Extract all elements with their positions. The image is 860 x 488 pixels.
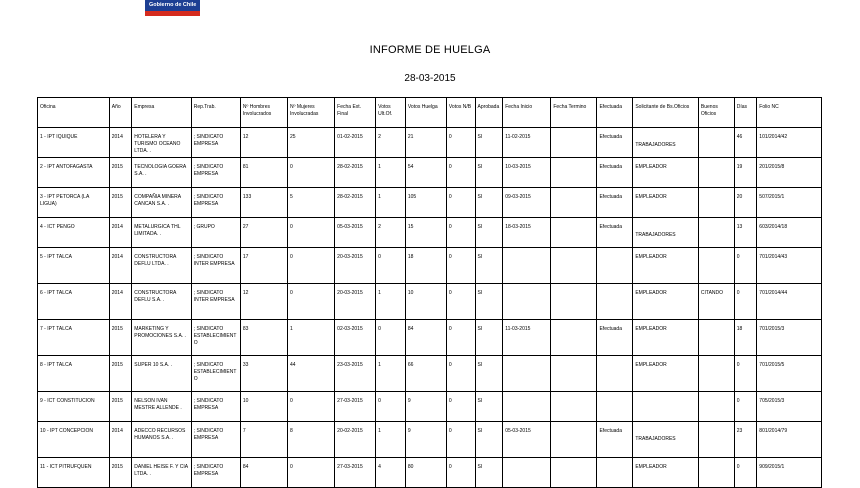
table-row xyxy=(38,458,822,488)
table-cell: 5 - IPT TALCA xyxy=(38,248,110,284)
table-cell: 0 xyxy=(734,392,757,422)
table-cell: 15 xyxy=(405,218,446,248)
table-cell: 2 xyxy=(376,128,406,158)
table-cell xyxy=(551,392,597,422)
column-header: Nº Hombres Involucrados xyxy=(240,98,287,128)
table-cell: ; SINDICATO EMPRESA xyxy=(191,458,240,488)
table-cell: 0 xyxy=(376,248,406,284)
table-cell: 2014 xyxy=(109,218,132,248)
table-cell xyxy=(551,284,597,320)
table-cell: EMPLEADOR xyxy=(633,158,699,188)
table-cell: 6 - IPT TALCA xyxy=(38,284,110,320)
table-cell: 02-03-2015 xyxy=(335,320,376,356)
table-row xyxy=(38,188,822,218)
table-cell xyxy=(597,284,633,320)
table-cell: SI xyxy=(475,128,503,158)
table-cell: HOTELERA Y TURISMO OCEANO LTDA. . xyxy=(132,128,191,158)
table-row xyxy=(38,422,822,458)
table-cell: 33 xyxy=(240,356,287,392)
table-cell: TECNOLOGIA GOERA S.A. . xyxy=(132,158,191,188)
table-row xyxy=(38,320,822,356)
table-cell: 23-03-2015 xyxy=(335,356,376,392)
table-cell xyxy=(551,188,597,218)
column-header: Rep.Trab. xyxy=(191,98,240,128)
table-cell: 11 - ICT PITRUFQUEN xyxy=(38,458,110,488)
table-cell xyxy=(698,248,734,284)
table-cell: 701/2014/43 xyxy=(757,248,822,284)
table-cell: 2014 xyxy=(109,422,132,458)
table-cell: 80 xyxy=(405,458,446,488)
table-cell: 701/2015/5 xyxy=(757,356,822,392)
column-header: Solicitante de Bs.Oficios xyxy=(633,98,699,128)
table-cell xyxy=(503,392,551,422)
table-cell: 12 xyxy=(240,128,287,158)
table-cell: 10 xyxy=(405,284,446,320)
table-cell: 20 xyxy=(734,188,757,218)
table-cell: 801/2014/79 xyxy=(757,422,822,458)
table-cell: 1 xyxy=(376,356,406,392)
table-cell: 84 xyxy=(405,320,446,356)
table-cell: 84 xyxy=(240,458,287,488)
column-header: Nº Mujeres Involucradas xyxy=(288,98,335,128)
table-cell: 2014 xyxy=(109,284,132,320)
table-cell: 12 xyxy=(240,284,287,320)
table-cell: 2015 xyxy=(109,158,132,188)
table-cell xyxy=(698,128,734,158)
table-cell: SI xyxy=(475,392,503,422)
table-cell: 1 - IPT IQUIQUE xyxy=(38,128,110,158)
table-cell: 2015 xyxy=(109,356,132,392)
table-cell xyxy=(597,356,633,392)
table-cell: ; SINDICATO EMPRESA xyxy=(191,158,240,188)
table-cell: ; SINDICATO EMPRESA xyxy=(191,128,240,158)
table-cell: 0 xyxy=(446,458,475,488)
table-cell: 0 xyxy=(446,218,475,248)
table-cell: SI xyxy=(475,248,503,284)
solicitante-label: TRABAJADORES xyxy=(635,232,676,238)
table-cell: 2 xyxy=(376,218,406,248)
table-cell: ; SINDICATO EMPRESA xyxy=(191,422,240,458)
table-cell: SI xyxy=(475,218,503,248)
table-cell xyxy=(698,158,734,188)
table-cell xyxy=(503,284,551,320)
table-cell: 1 xyxy=(376,158,406,188)
table-cell xyxy=(633,422,699,458)
table-cell: 0 xyxy=(288,248,335,284)
table-cell: 27-03-2015 xyxy=(335,392,376,422)
table-cell xyxy=(551,422,597,458)
table-cell: EMPLEADOR xyxy=(633,356,699,392)
table-cell: 0 xyxy=(446,248,475,284)
table-cell: CONSTRUCTORA DEFLU LTDA. . xyxy=(132,248,191,284)
column-header: Fecha Inicio xyxy=(503,98,551,128)
table-cell: COMPAÑIA MINERA CANCAN S.A. . xyxy=(132,188,191,218)
table-cell xyxy=(551,356,597,392)
table-cell: 13 xyxy=(734,218,757,248)
table-cell: ; SINDICATO INTER EMPRESA xyxy=(191,284,240,320)
table-cell: Efectuada xyxy=(597,188,633,218)
table-cell: ; SINDICATO ESTABLECIMIENTO xyxy=(191,356,240,392)
table-row xyxy=(38,218,822,248)
table-cell: 909/2015/1 xyxy=(757,458,822,488)
table-cell: 0 xyxy=(288,158,335,188)
table-cell: 7 - IPT TALCA xyxy=(38,320,110,356)
table-cell: 81 xyxy=(240,158,287,188)
table-cell xyxy=(633,392,699,422)
table-cell: Efectuada xyxy=(597,218,633,248)
table-cell: SI xyxy=(475,158,503,188)
table-cell: 2015 xyxy=(109,320,132,356)
table-cell: 2014 xyxy=(109,248,132,284)
table-cell: ; SINDICATO INTER EMPRESA xyxy=(191,248,240,284)
table-cell: 09-03-2015 xyxy=(503,188,551,218)
table-cell: SUPER 10 S.A. . xyxy=(132,356,191,392)
table-cell: 0 xyxy=(734,356,757,392)
table-cell: METALURGICA THL LIMITADA. . xyxy=(132,218,191,248)
table-cell: 701/2015/3 xyxy=(757,320,822,356)
table-cell: 9 - ICT CONSTITUCION xyxy=(38,392,110,422)
table-cell: 1 xyxy=(376,188,406,218)
report-date: 28-03-2015 xyxy=(404,73,456,84)
table-cell: 0 xyxy=(446,158,475,188)
table-cell xyxy=(597,458,633,488)
table-cell: ; GRUPO xyxy=(191,218,240,248)
table-cell: 2015 xyxy=(109,458,132,488)
table-cell: 105 xyxy=(405,188,446,218)
table-cell: 0 xyxy=(446,188,475,218)
table-cell: 201/2015/8 xyxy=(757,158,822,188)
table-cell: 11-03-2015 xyxy=(503,320,551,356)
table-cell: EMPLEADOR xyxy=(633,188,699,218)
table-cell: 19 xyxy=(734,158,757,188)
table-cell: EMPLEADOR xyxy=(633,248,699,284)
column-header: Fecha Ext. Final xyxy=(335,98,376,128)
table-cell: 0 xyxy=(446,422,475,458)
table-cell: 27 xyxy=(240,218,287,248)
column-header: Oficina xyxy=(38,98,110,128)
table-cell: 0 xyxy=(446,320,475,356)
table-cell: Efectuada xyxy=(597,128,633,158)
table-cell: 21 xyxy=(405,128,446,158)
table-cell: ; SINDICATO EMPRESA xyxy=(191,392,240,422)
table-cell: 20-03-2015 xyxy=(335,284,376,320)
table-cell: 01-02-2015 xyxy=(335,128,376,158)
table-cell xyxy=(503,248,551,284)
table-cell: 2015 xyxy=(109,188,132,218)
table-cell: 0 xyxy=(446,356,475,392)
column-header: Votos Ult.Of. xyxy=(376,98,406,128)
table-cell xyxy=(551,218,597,248)
table-cell: CONSTRUCTORA DEFLU S.A. . xyxy=(132,284,191,320)
table-cell: 8 xyxy=(288,422,335,458)
table-cell: 1 xyxy=(288,320,335,356)
table-cell: 27-03-2015 xyxy=(335,458,376,488)
table-cell: 133 xyxy=(240,188,287,218)
column-header: Días xyxy=(734,98,757,128)
column-header: Buenos Oficios xyxy=(698,98,734,128)
table-cell: SI xyxy=(475,284,503,320)
table-cell: Efectuada xyxy=(597,320,633,356)
table-cell: 44 xyxy=(288,356,335,392)
table-cell: 5 xyxy=(288,188,335,218)
table-cell xyxy=(698,218,734,248)
table-cell: 701/2014/44 xyxy=(757,284,822,320)
table-cell xyxy=(551,128,597,158)
table-row xyxy=(38,284,822,320)
table-cell xyxy=(633,218,699,248)
table-row xyxy=(38,392,822,422)
table-cell: EMPLEADOR xyxy=(633,458,699,488)
table-cell xyxy=(551,158,597,188)
table-cell: 66 xyxy=(405,356,446,392)
table-cell: 2015 xyxy=(109,392,132,422)
table-cell xyxy=(698,458,734,488)
table-cell: NELSON IVAN MESTRE ALLENDE . xyxy=(132,392,191,422)
table-cell: 507/2015/1 xyxy=(757,188,822,218)
column-header: Efectuada xyxy=(597,98,633,128)
table-cell: 18 xyxy=(734,320,757,356)
solicitante-label: TRABAJADORES xyxy=(635,436,676,442)
table-cell xyxy=(633,128,699,158)
table-cell: SI xyxy=(475,458,503,488)
gobierno-logo xyxy=(145,0,200,16)
table-cell xyxy=(597,392,633,422)
table-cell: 8 - IPT TALCA xyxy=(38,356,110,392)
column-header: Fecha Termino xyxy=(551,98,597,128)
table-cell: ; SINDICATO ESTABLECIMIENTO xyxy=(191,320,240,356)
table-cell xyxy=(551,458,597,488)
table-cell: 0 xyxy=(734,458,757,488)
table-cell: 7 xyxy=(240,422,287,458)
column-header: Año xyxy=(109,98,132,128)
table-cell: CITANDO xyxy=(698,284,734,320)
logo-red-stripe xyxy=(145,11,200,16)
table-cell: 0 xyxy=(376,392,406,422)
table-cell: 0 xyxy=(376,320,406,356)
table-cell: 83 xyxy=(240,320,287,356)
table-cell xyxy=(698,356,734,392)
strike-report-table xyxy=(37,97,822,488)
table-cell: 0 xyxy=(446,392,475,422)
table-row xyxy=(38,356,822,392)
table-cell xyxy=(698,392,734,422)
table-cell: MARKETING Y PROMOCIONES S.A. . xyxy=(132,320,191,356)
table-cell: 05-03-2015 xyxy=(335,218,376,248)
table-cell: SI xyxy=(475,422,503,458)
table-cell: 46 xyxy=(734,128,757,158)
table-cell: 0 xyxy=(288,218,335,248)
column-header: Votos N/B xyxy=(446,98,475,128)
logo-text: Gobierno de Chile xyxy=(149,2,197,8)
column-header: Folio NC xyxy=(757,98,822,128)
table-cell: 603/2014/18 xyxy=(757,218,822,248)
table-cell: 1 xyxy=(376,284,406,320)
table-cell: 18 xyxy=(405,248,446,284)
table-cell: 0 xyxy=(734,284,757,320)
table-cell xyxy=(698,422,734,458)
table-cell: 28-02-2015 xyxy=(335,188,376,218)
column-header: Empresa xyxy=(132,98,191,128)
table-cell: 10-03-2015 xyxy=(503,158,551,188)
table-cell xyxy=(551,248,597,284)
table-cell xyxy=(597,248,633,284)
table-cell: SI xyxy=(475,320,503,356)
table-cell: 4 xyxy=(376,458,406,488)
column-header: Aprobada xyxy=(475,98,503,128)
table-cell: 23 xyxy=(734,422,757,458)
table-cell: 0 xyxy=(288,458,335,488)
table-cell: EMPLEADOR xyxy=(633,284,699,320)
table-cell: 101/2014/42 xyxy=(757,128,822,158)
report-title: INFORME DE HUELGA xyxy=(369,44,491,56)
table-cell: 2 - IPT ANTOFAGASTA xyxy=(38,158,110,188)
table-cell: 11-02-2015 xyxy=(503,128,551,158)
table-cell: 20-03-2015 xyxy=(335,248,376,284)
table-cell: 10 xyxy=(240,392,287,422)
table-cell: 0 xyxy=(446,284,475,320)
table-row xyxy=(38,158,822,188)
table-cell: 0 xyxy=(446,128,475,158)
table-cell xyxy=(551,320,597,356)
table-cell xyxy=(503,356,551,392)
table-cell: 2014 xyxy=(109,128,132,158)
table-cell: 9 xyxy=(405,392,446,422)
table-row xyxy=(38,128,822,158)
table-cell: 54 xyxy=(405,158,446,188)
table-cell: Efectuada xyxy=(597,422,633,458)
table-cell: DANIEL HEISE F. Y CIA LTDA. . xyxy=(132,458,191,488)
table-cell: 25 xyxy=(288,128,335,158)
table-cell: 05-03-2015 xyxy=(503,422,551,458)
solicitante-label: TRABAJADORES xyxy=(635,142,676,148)
table-cell: 20-02-2015 xyxy=(335,422,376,458)
table-cell: Efectuada xyxy=(597,158,633,188)
table-cell: 4 - ICT PENGO xyxy=(38,218,110,248)
table-cell: 1 xyxy=(376,422,406,458)
table-cell xyxy=(698,188,734,218)
table-cell xyxy=(503,458,551,488)
table-cell: 0 xyxy=(734,248,757,284)
table-cell: SI xyxy=(475,356,503,392)
table-cell: 28-02-2015 xyxy=(335,158,376,188)
table-cell: ; SINDICATO EMPRESA xyxy=(191,188,240,218)
table-cell: 0 xyxy=(288,284,335,320)
table-cell: 9 xyxy=(405,422,446,458)
table-header-row xyxy=(38,98,822,128)
table-cell: 0 xyxy=(288,392,335,422)
table-row xyxy=(38,248,822,284)
table-cell: ADECCO RECURSOS HUMANOS S.A. . xyxy=(132,422,191,458)
table-cell: 705/2015/3 xyxy=(757,392,822,422)
table-cell: SI xyxy=(475,188,503,218)
table-cell: 3 - IPT PETORCA (LA LIGUA) xyxy=(38,188,110,218)
table-cell: EMPLEADOR xyxy=(633,320,699,356)
column-header: Votos Huelga xyxy=(405,98,446,128)
table-cell: 10 - IPT CONCEPCION xyxy=(38,422,110,458)
table-cell: 17 xyxy=(240,248,287,284)
table-cell: 18-03-2015 xyxy=(503,218,551,248)
table-cell xyxy=(698,320,734,356)
